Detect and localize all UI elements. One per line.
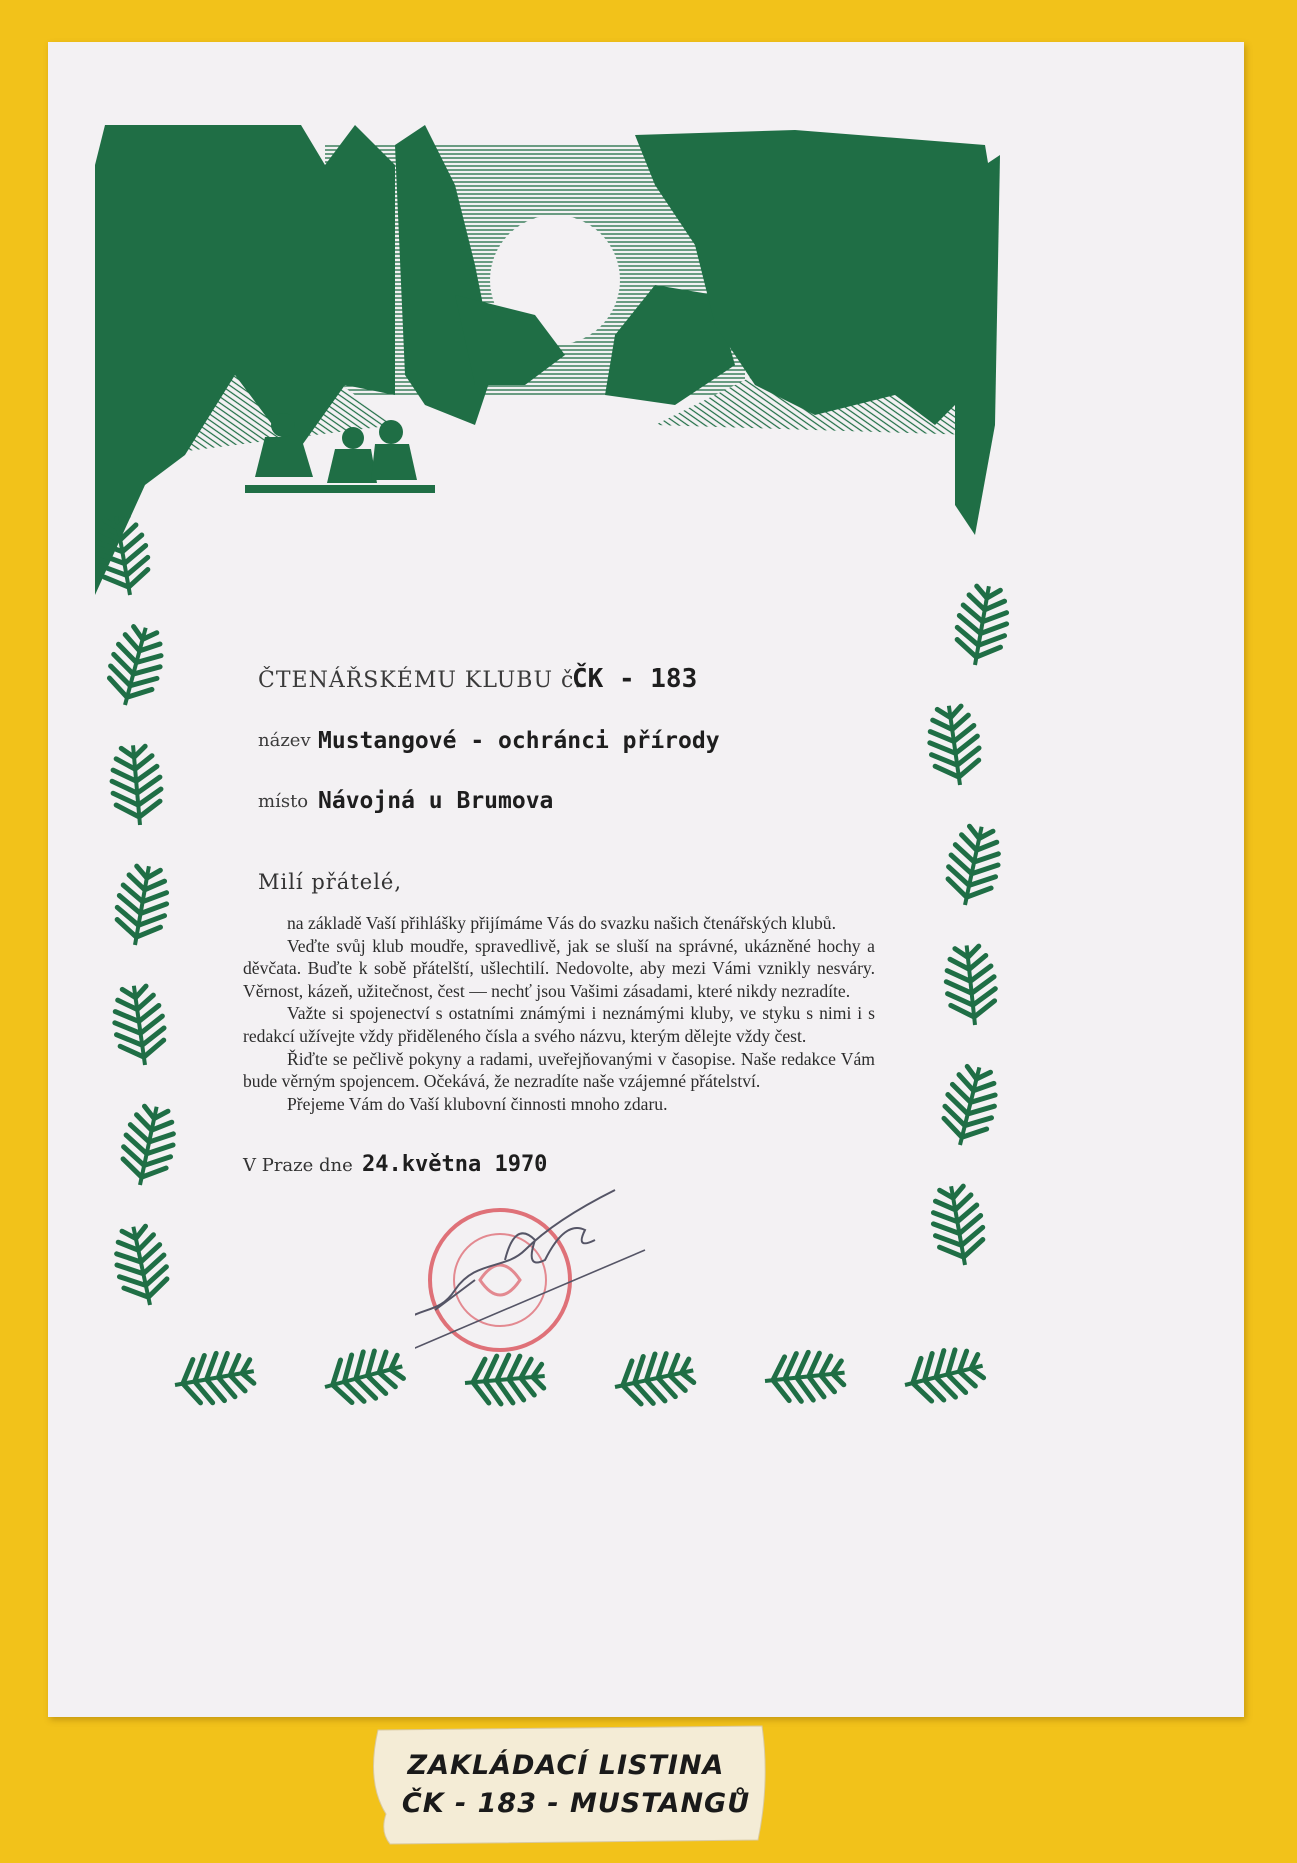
date-value: 24.května 1970 (362, 1152, 548, 1177)
paragraph: na základě Vaší přihlášky přijímáme Vás do svazku našich čtenářských klubů. (287, 913, 837, 933)
name-label: název (258, 730, 311, 751)
club-number: ČK - 183 (572, 664, 698, 694)
club-place-value: Návojná u Brumova (318, 788, 554, 814)
forest-border-illustration (95, 125, 1195, 1675)
place-label: místo (258, 791, 309, 812)
paragraph: Veďte svůj klub moudře, spravedlivě, jak se sluší na správné, ukázněné hochy a děvčata. Buďte k sobě přátelští, ušlechtilí. Nedovolte, aby mezi Vámi vznikly nesváry. Věrnost, kázeň, užitečnost, čest — nechť jsou Vašimi zásadami, které nikdy nezradíte. (243, 935, 875, 1001)
heading-label: ČTENÁŘSKÉMU KLUBU č. (258, 668, 583, 693)
tag-paper-shape (360, 1722, 780, 1847)
greeting: Milí přátelé, (258, 870, 403, 894)
club-name-value: Mustangové - ochránci přírody (318, 728, 720, 754)
paragraph: Važte si spojenectví s ostatními známými i neznámými kluby, ve styku s nimi i s redakcí užívejte vždy přiděleného čísla a svého názvu, kterým dělejte vždy čest. (243, 1003, 875, 1046)
tag-subtitle: ČK - 183 - MUSTANGŮ (401, 1788, 751, 1819)
caption-label-tag (360, 1722, 780, 1847)
tag-title: ZAKLÁDACÍ LISTINA (407, 1750, 725, 1781)
letter-body (243, 912, 875, 1115)
paragraph: Řiďte se pečlivě pokyny a radami, uveřejňovanými v časopise. Naše redakce Vám bude věrným spojencem. Očekává, že nezradíte naše vzájemné přátelství. (243, 1048, 875, 1092)
date-label: V Praze dne (243, 1155, 353, 1176)
paragraph: Přejeme Vám do Vaší klubovní činnosti mnoho zdaru. (287, 1093, 668, 1114)
editorial-stamp-and-signature (415, 1170, 665, 1360)
